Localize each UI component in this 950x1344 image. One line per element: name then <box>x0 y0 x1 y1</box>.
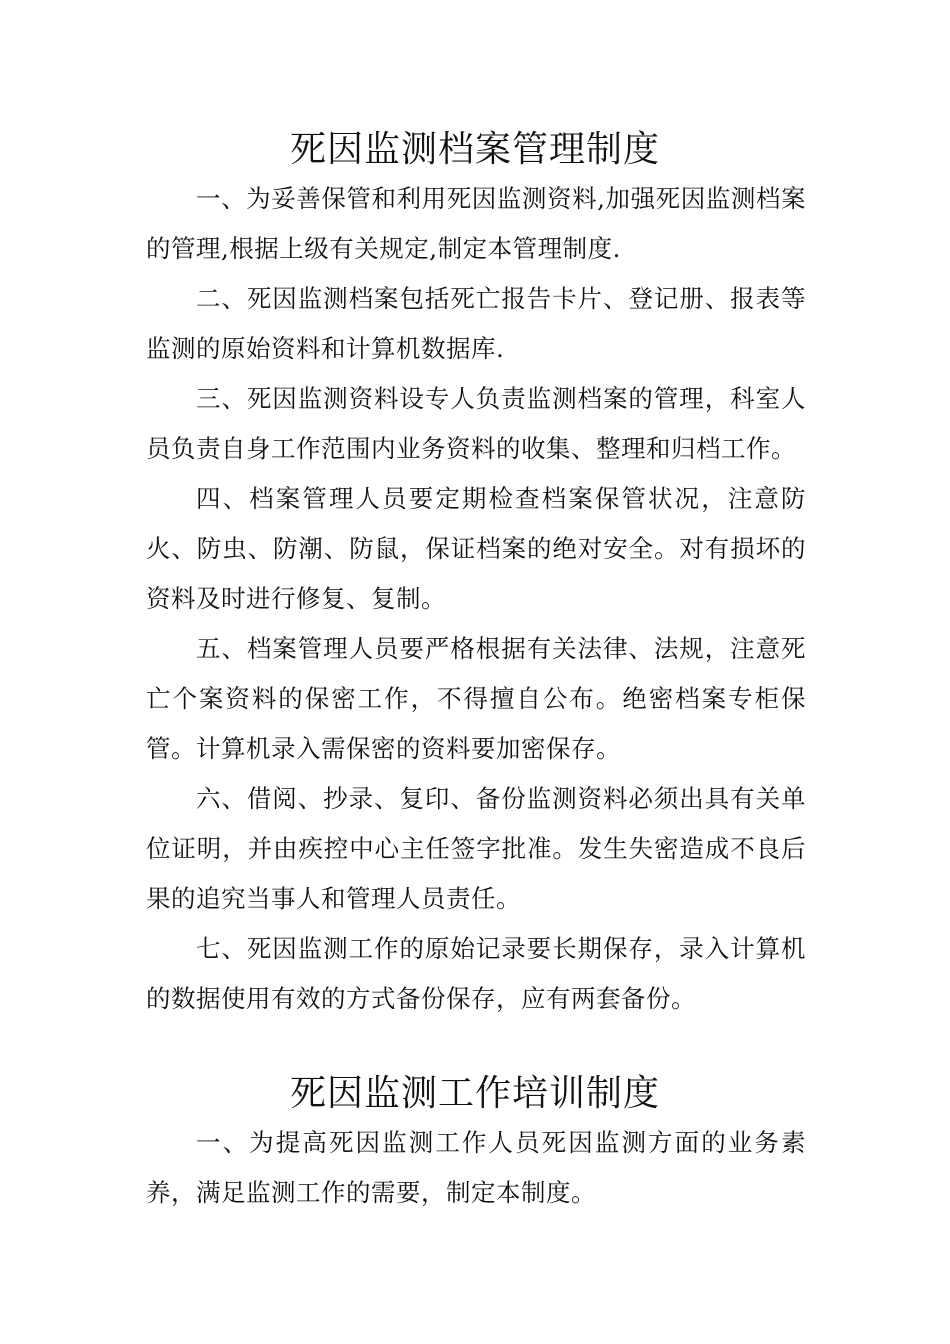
paragraph-5: 五、档案管理人员要严格根据有关法律、法规，注意死亡个案资料的保密工作，不得擅自公布。绝密档案专柜保管。计算机录入需保密的资料要加密保存。 <box>146 634 806 763</box>
paragraph-1: 一、为妥善保管和利用死因监测资料,加强死因监测档案的管理,根据上级有关规定,制定本管理制度. <box>146 184 806 263</box>
section-archive-management <box>146 174 806 1024</box>
paragraph-1: 一、为提高死因监测工作人员死因监测方面的业务素养，满足监测工作的需要，制定本制度。 <box>146 1128 806 1207</box>
paragraph-2: 二、死因监测档案包括死亡报告卡片、登记册、报表等监测的原始资料和计算机数据库. <box>146 284 806 363</box>
section-training <box>146 1118 806 1218</box>
document-title-archive-management: 死因监测档案管理制度 <box>289 129 660 170</box>
paragraph-3: 三、死因监测资料设专人负责监测档案的管理，科室人员负责自身工作范围内业务资料的收集、整理和归档工作。 <box>146 384 806 463</box>
paragraph-4: 四、档案管理人员要定期检查档案保管状况，注意防火、防虫、防潮、防鼠，保证档案的绝对安全。对有损坏的资料及时进行修复、复制。 <box>146 484 806 613</box>
document-title-training: 死因监测工作培训制度 <box>289 1073 660 1114</box>
paragraph-6: 六、借阅、抄录、复印、备份监测资料必须出具有关单位证明，并由疾控中心主任签字批准。发生失密造成不良后果的追究当事人和管理人员责任。 <box>146 784 806 913</box>
paragraph-7: 七、死因监测工作的原始记录要长期保存，录入计算机的数据使用有效的方式备份保存，应有两套备份。 <box>146 934 806 1013</box>
